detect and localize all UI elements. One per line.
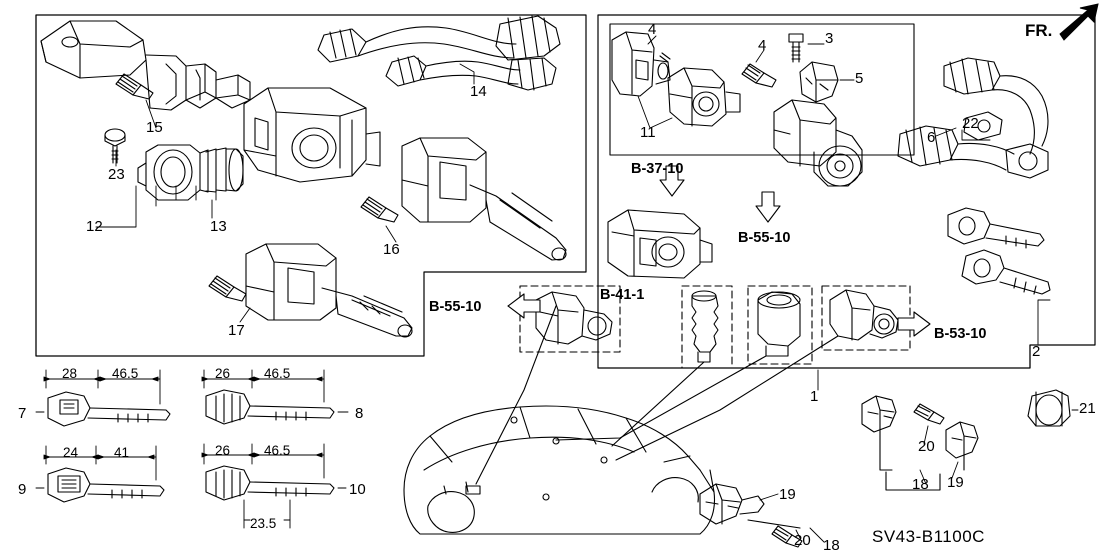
part-number-4-a: 4: [648, 21, 657, 38]
part-number-9: 9: [18, 481, 27, 498]
dimension-28: 28: [62, 366, 78, 381]
part-number-10: 10: [349, 481, 366, 498]
part-number-11: 11: [640, 124, 656, 141]
dimension-23-5: 23.5: [250, 516, 277, 531]
part-number-14: 14: [470, 83, 487, 100]
ref-callout-b-53-10: B-53-10: [934, 326, 987, 342]
part-number-19-a: 19: [947, 474, 964, 491]
part-number-5: 5: [855, 70, 864, 87]
ref-callout-b-55-10-center: B-55-10: [738, 230, 791, 246]
dimension-46-5-a: 46.5: [112, 366, 139, 381]
front-direction-label: FR.: [1025, 21, 1053, 40]
dimension-41: 41: [114, 445, 130, 460]
part-number-2: 2: [1032, 343, 1041, 360]
part-number-15: 15: [146, 119, 163, 136]
ref-callout-b-55-10-left: B-55-10: [429, 299, 482, 315]
part-number-20-b: 20: [794, 532, 811, 549]
part-number-23: 23: [108, 166, 125, 183]
part-number-20-a: 20: [918, 438, 935, 455]
part-number-18-a: 18: [912, 476, 929, 493]
part-number-6: 6: [927, 129, 936, 146]
ref-callout-b-37-10: B-37-10: [631, 161, 684, 177]
part-number-22: 22: [962, 115, 979, 132]
part-number-18-b: 18: [823, 537, 840, 553]
part-number-16: 16: [383, 241, 400, 258]
part-number-4-b: 4: [758, 37, 767, 54]
dimension-26-b: 26: [215, 443, 231, 458]
dimension-46-5-c: 46.5: [264, 443, 291, 458]
part-number-17: 17: [228, 322, 245, 339]
part-number-3: 3: [825, 30, 834, 47]
part-number-7: 7: [18, 405, 27, 422]
part-number-12: 12: [86, 218, 103, 235]
part-number-13: 13: [210, 218, 227, 235]
part-number-8: 8: [355, 405, 364, 422]
part-number-19-b: 19: [779, 486, 796, 503]
diagram-code: SV43-B1100C: [872, 527, 985, 546]
dimension-46-5-b: 46.5: [264, 366, 291, 381]
dimension-24: 24: [63, 445, 79, 460]
dimension-26-a: 26: [215, 366, 231, 381]
ref-callout-b-41-1: B-41-1: [600, 287, 645, 303]
part-number-1: 1: [810, 388, 819, 405]
part-number-21: 21: [1079, 400, 1096, 417]
